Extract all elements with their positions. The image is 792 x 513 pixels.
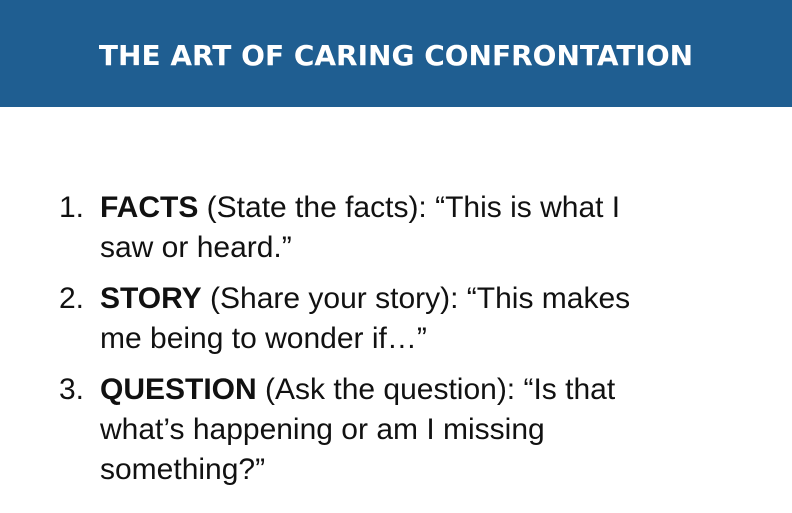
list-item-text-line: (Share your story): “This makes xyxy=(201,282,631,315)
numbered-list xyxy=(59,188,759,501)
list-item-story xyxy=(59,279,759,359)
list-item-text-line: (State the facts): “This is what I xyxy=(198,191,621,224)
list-item-text-line: something?” xyxy=(100,453,266,486)
list-item-text-line: saw or heard.” xyxy=(100,231,292,264)
list-item-keyword: FACTS xyxy=(100,191,199,224)
list-item-number: 2. xyxy=(59,282,85,315)
list-item-number: 1. xyxy=(59,191,85,224)
list-item-number: 3. xyxy=(59,373,85,406)
slide-title: THE ART OF CARING CONFRONTATION xyxy=(98,39,694,72)
list-item-question xyxy=(59,370,759,490)
list-item-text-line: what’s happening or am I missing xyxy=(100,413,545,446)
list-item-facts xyxy=(59,188,759,268)
list-item-text-line: (Ask the question): “Is that xyxy=(256,373,616,406)
list-item-text-line: me being to wonder if…” xyxy=(100,322,427,355)
list-item-keyword: STORY xyxy=(100,282,202,315)
list-item-keyword: QUESTION xyxy=(100,373,257,406)
slide-header xyxy=(0,0,792,107)
